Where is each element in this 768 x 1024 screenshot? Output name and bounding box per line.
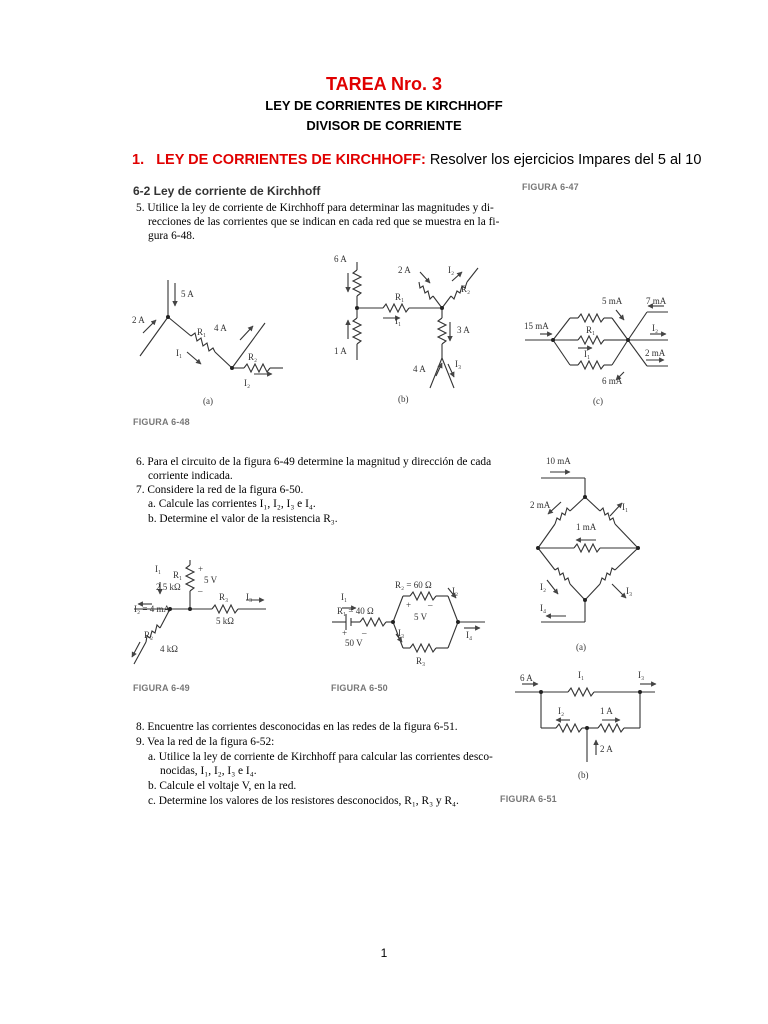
caption-a: (a) xyxy=(203,396,213,406)
junction-dot xyxy=(626,338,630,342)
junction-dot xyxy=(638,690,642,694)
page-number: 1 xyxy=(380,946,388,960)
label-minus: – xyxy=(428,600,433,610)
junction-dot xyxy=(551,338,555,342)
label-5k: 5 kΩ xyxy=(216,616,234,626)
exercise-9a-line: a. Utilice la ley de corriente de Kirchhoff para calcular las corrientes desco- xyxy=(148,751,493,763)
figure-6-48a-circuit xyxy=(140,280,283,374)
label-15mA: 15 mA xyxy=(524,321,549,331)
label-R3: R₃ xyxy=(219,592,229,602)
subtitle-kirchhoff: LEY DE CORRIENTES DE KIRCHHOFF xyxy=(265,98,503,113)
label-I1: I₁ xyxy=(341,592,348,602)
figure-caption-6-49: FIGURA 6-49 xyxy=(133,683,190,693)
exercise-9b: b. Calcule el voltaje V, en la red. xyxy=(148,780,297,792)
label-R2: R₂ xyxy=(248,352,258,362)
exercise-5-line: 5. Utilice la ley de corriente de Kirchhoff para determinar las magnitudes y di- xyxy=(136,202,494,214)
caption-b: (b) xyxy=(578,770,589,780)
label-50V: 50 V xyxy=(345,638,363,648)
figure-caption-6-51: FIGURA 6-51 xyxy=(500,794,557,804)
label-2A: 2 A xyxy=(398,265,411,275)
figure-caption-6-47: FIGURA 6-47 xyxy=(522,182,579,192)
label-I4: I₄ xyxy=(466,630,473,640)
label-5A: 5 A xyxy=(181,289,194,299)
label-R2: R₂ xyxy=(461,284,471,294)
label-I1: I₁ xyxy=(176,348,183,358)
label-I2: I₂ xyxy=(244,378,251,388)
subtitle-divisor: DIVISOR DE CORRIENTE xyxy=(306,118,462,133)
label-3A: 3 A xyxy=(457,325,470,335)
figure-6-51a-circuit xyxy=(538,472,638,622)
label-6mA: 6 mA xyxy=(602,376,623,386)
label-1mA: 1 mA xyxy=(576,522,597,532)
label-plus: + xyxy=(342,628,348,638)
label-R1: R₁ xyxy=(395,292,405,302)
junction-dot xyxy=(585,726,589,730)
label-5V: 5 V xyxy=(204,575,218,585)
label-I3: I₃ xyxy=(455,359,462,369)
label-I2: I₂ xyxy=(652,323,659,333)
label-I3: I₃ xyxy=(246,592,253,602)
label-minus: – xyxy=(198,586,203,596)
label-I1: I₁ xyxy=(584,349,591,359)
exercise-7a: a. Calcule las corrientes I₁, I₂, I₃ e I₄. xyxy=(148,498,316,510)
label-R1: R₁ xyxy=(586,325,596,335)
figure-caption-6-48: FIGURA 6-48 xyxy=(133,417,190,427)
label-I3: I₃ xyxy=(398,628,405,638)
section-instruction: Resolver los ejercicios Impares del 5 al 10 xyxy=(425,152,702,168)
label-I1: I₁ xyxy=(155,564,162,574)
caption-c: (c) xyxy=(593,396,603,406)
label-4A: 4 A xyxy=(413,364,426,374)
exercise-9a-line: nocidas, I₁, I₂, I₃ e I₄. xyxy=(160,765,257,777)
exercise-8: 8. Encuentre las corrientes desconocidas en las redes de la figura 6-51. xyxy=(136,721,458,733)
figure-6-48c-circuit xyxy=(525,306,668,380)
label-R1-40: R₁ = 40 Ω xyxy=(337,606,374,616)
label-2A: 2 A xyxy=(132,315,145,325)
label-1A: 1 A xyxy=(334,346,347,356)
label-2mA: 2 mA xyxy=(530,500,551,510)
caption-a: (a) xyxy=(576,642,586,652)
exercise-5-line: gura 6-48. xyxy=(148,230,195,242)
exercise-6-line: 6. Para el circuito de la figura 6-49 determine la magnitud y dirección de cada xyxy=(136,456,492,468)
label-R1: R₁ xyxy=(197,327,207,337)
label-4A: 4 A xyxy=(214,323,227,333)
junction-dot xyxy=(456,620,460,624)
label-7mA: 7 mA xyxy=(646,296,667,306)
label-5V: 5 V xyxy=(414,612,428,622)
label-6A: 6 A xyxy=(334,254,347,264)
label-1A: 1 A xyxy=(600,706,613,716)
junction-dot xyxy=(636,546,640,550)
label-I1: I₁ xyxy=(395,316,402,326)
figure-6-51b-circuit xyxy=(515,684,656,762)
junction-dot xyxy=(536,546,540,550)
label-I2: I₂ xyxy=(558,706,565,716)
label-R1: R₁ xyxy=(173,570,183,580)
label-minus: – xyxy=(362,628,367,638)
label-2A: 2 A xyxy=(600,744,613,754)
page-title: TAREA Nro. 3 xyxy=(325,74,442,94)
section-title: LEY DE CORRIENTES DE KIRCHHOFF: xyxy=(156,152,426,168)
label-R2-60: R₂ = 60 Ω xyxy=(395,580,432,590)
exercise-9c: c. Determine los valores de los resistores desconocidos, R₁, R₃ y R₄. xyxy=(148,795,459,807)
label-plus: + xyxy=(198,564,204,574)
label-R2: R₂ xyxy=(144,630,154,640)
caption-b: (b) xyxy=(398,394,409,404)
junction-dot xyxy=(355,306,359,310)
exercise-7b: b. Determine el valor de la resistencia R₃. xyxy=(148,513,338,525)
label-I2-4mA: I₂ = 4 mA xyxy=(134,604,170,614)
junction-dot xyxy=(166,315,170,319)
book-heading: 6-2 Ley de corriente de Kirchhoff xyxy=(133,184,321,198)
label-I2: I₂ xyxy=(448,265,455,275)
label-I3: I₃ xyxy=(638,670,645,680)
junction-dot xyxy=(188,607,192,611)
label-4k: 4 kΩ xyxy=(160,644,178,654)
label-5mA: 5 mA xyxy=(602,296,623,306)
junction-dot xyxy=(583,495,587,499)
junction-dot xyxy=(230,366,234,370)
section-number: 1. xyxy=(132,152,145,168)
exercise-6-line: corriente indicada. xyxy=(148,470,233,482)
label-10mA: 10 mA xyxy=(546,456,571,466)
exercise-5-line: recciones de las corrientes que se indican en cada red que se muestra en la fi- xyxy=(148,216,500,228)
label-plus: + xyxy=(406,600,412,610)
label-I3: I₃ xyxy=(626,586,633,596)
label-I4: I₄ xyxy=(540,603,547,613)
junction-dot xyxy=(440,306,444,310)
exercise-7: 7. Considere la red de la figura 6-50. xyxy=(136,484,304,496)
exercise-9: 9. Vea la red de la figura 6-52: xyxy=(136,736,275,748)
label-I1: I₁ xyxy=(578,670,585,680)
label-I2: I₂ xyxy=(540,582,547,592)
label-6A: 6 A xyxy=(520,673,533,683)
label-I2: I₂ xyxy=(452,586,459,596)
label-2-5k: 2.5 kΩ xyxy=(156,582,181,592)
figure-caption-6-50: FIGURA 6-50 xyxy=(331,683,388,693)
label-2mA: 2 mA xyxy=(645,348,666,358)
junction-dot xyxy=(583,598,587,602)
label-I1: I₁ xyxy=(622,502,629,512)
junction-dot xyxy=(391,620,395,624)
junction-dot xyxy=(539,690,543,694)
label-R3: R₃ xyxy=(416,656,426,666)
